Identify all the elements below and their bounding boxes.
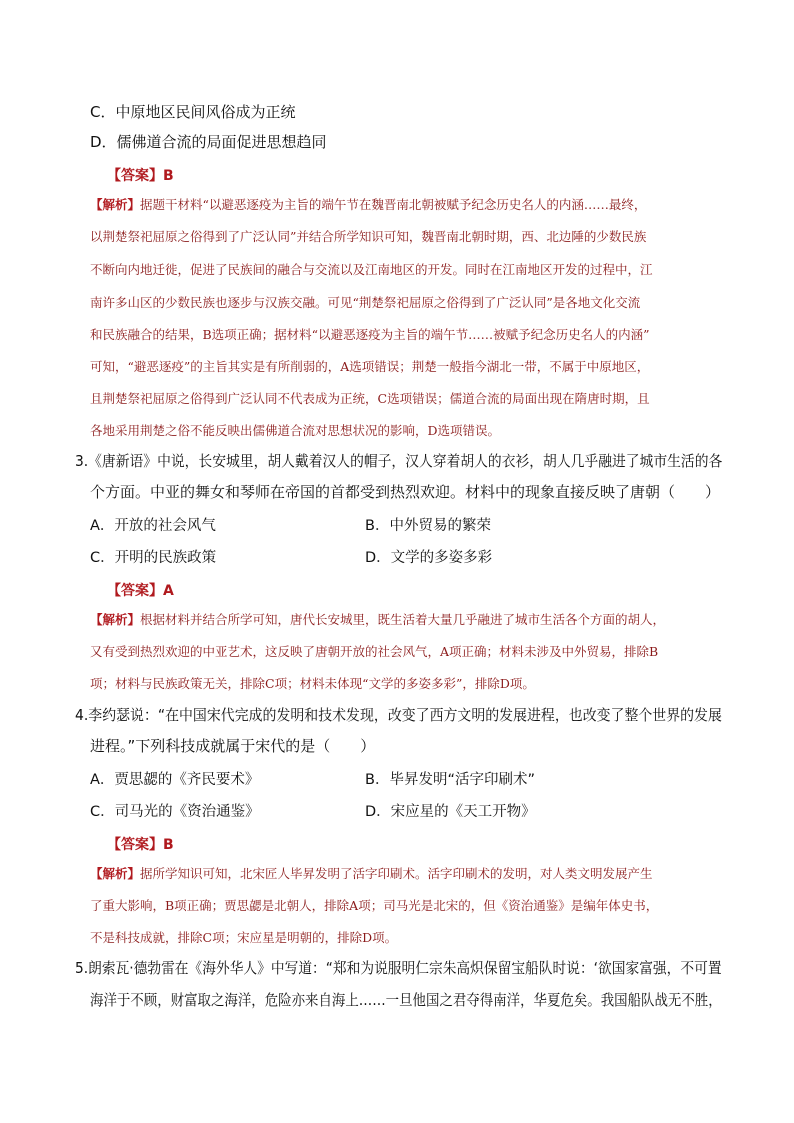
- q3-option-c: C．开明的民族政策: [90, 550, 217, 566]
- q5-stem-line: 海洋于不顾，财富取之海洋，危险亦来自海上……一旦他国之君夺得南洋，华夏危矣。我国船队战无不胜，: [90, 991, 722, 1009]
- analysis-label: 【解析】: [90, 612, 141, 627]
- q3-option-b: B．中外贸易的繁荣: [365, 518, 491, 534]
- q2-analysis-line: 各地采用荆楚之俗不能反映出儒佛道合流对思想状况的影响，D选项错误。: [90, 423, 501, 438]
- q4-analysis-line: 【解析】据所学知识可知，北宋匠人毕昇发明了活字印刷术。活字印刷术的发明，对人类文明发展产生: [90, 866, 653, 881]
- answer-value: B: [163, 168, 174, 184]
- answer-label: 【答案】: [107, 168, 163, 184]
- q4-analysis-line: 了重大影响，B项正确；贾思勰是北朝人，排除A项；司马光是北宋的，但《资治通鉴》是编年体史书，: [90, 898, 659, 913]
- q2-analysis-line: 可知，“避恶逐疫”的主旨其实是有所削弱的，A选项错误；荆楚一般指今湖北一带，不属于中原地区，: [90, 359, 650, 374]
- answer-value: B: [163, 837, 174, 853]
- q2-analysis-line: 且荆楚祭祀屈原之俗得到广泛认同不代表成为正统，C选项错误；儒道合流的局面出现在隋唐时期，且: [90, 391, 650, 406]
- analysis-label: 【解析】: [90, 197, 141, 212]
- q2-answer: [107, 165, 174, 185]
- q3-stem-line: 3.《唐新语》中说，长安城里，胡人戴着汉人的帽子，汉人穿着胡人的衣衫，胡人几乎融进了城市生活的各: [75, 452, 723, 470]
- q2-analysis-line: 【解析】据题干材料“以避恶逐疫为主旨的端午节在魏晋南北朝被赋予纪念历史名人的内涵……最终，: [90, 197, 647, 212]
- q2-analysis-line: 不断向内地迁徙，促进了民族间的融合与交流以及江南地区的开发。同时在江南地区开发的过程中，江: [90, 262, 653, 277]
- q5-stem-line: 5.朗索瓦·德勃雷在《海外华人》中写道：“郑和为说服明仁宗朱高炽保留宝船队时说：‘欲国家富强，不可置: [75, 959, 722, 977]
- q4-option-d: D．宋应星的《天工开物》: [365, 804, 536, 820]
- q2-analysis-line: 南许多山区的少数民族也逐步与汉族交融。可见“荆楚祭祀屈原之俗得到了广泛认同”是各地文化交流: [90, 295, 641, 310]
- q4-option-c: C．司马光的《资治通鉴》: [90, 804, 260, 820]
- q4-stem-line: 进程。”下列科技成就属于宋代的是（ ）: [90, 737, 376, 755]
- answer-label: 【答案】: [107, 837, 163, 853]
- answer-value: A: [163, 583, 174, 599]
- q3-option-a: A．开放的社会风气: [90, 518, 216, 534]
- q2-analysis-line: 和民族融合的结果，B选项正确；据材料“以避恶逐疫为主旨的端午节……被赋予纪念历史名人的内涵”: [90, 327, 650, 342]
- q4-answer: [107, 834, 174, 854]
- q4-option-b: B．毕昇发明“活字印刷术”: [365, 772, 535, 788]
- q4-stem-line: 4.李约瑟说：“在中国宋代完成的发明和技术发现，改变了西方文明的发展进程，也改变了整个世界的发展: [75, 706, 722, 724]
- q3-answer: [107, 580, 174, 600]
- q2-option-d: D．儒佛道合流的局面促进思想趋同: [90, 133, 327, 151]
- q2-analysis-line: 以荆楚祭祀屈原之俗得到了广泛认同”并结合所学知识可知，魏晋南北朝时期，西、北边陲的少数民族: [90, 229, 647, 244]
- q3-stem-line: 个方面。中亚的舞女和琴师在帝国的首都受到热烈欢迎。材料中的现象直接反映了唐朝（ ）: [90, 483, 721, 501]
- q3-analysis-line: 又有受到热烈欢迎的中亚艺术，这反映了唐朝开放的社会风气，A项正确；材料未涉及中外贸易，排除B: [90, 644, 659, 659]
- q4-analysis-line: 不是科技成就，排除C项；宋应星是明朝的，排除D项。: [90, 930, 398, 945]
- analysis-label: 【解析】: [90, 866, 141, 881]
- q3-analysis-line: 项；材料与民族政策无关，排除C项；材料未体现“文学的多姿多彩”，排除D项。: [90, 676, 535, 691]
- q3-option-d: D．文学的多姿多彩: [365, 550, 493, 566]
- q2-option-c: C．中原地区民间风俗成为正统: [90, 103, 296, 121]
- q4-option-a: A．贾思勰的《齐民要术》: [90, 772, 260, 788]
- q3-analysis-line: 【解析】根据材料并结合所学可知，唐代长安城里，既生活着大量几乎融进了城市生活各个方面的胡人，: [90, 612, 666, 627]
- answer-label: 【答案】: [107, 583, 163, 599]
